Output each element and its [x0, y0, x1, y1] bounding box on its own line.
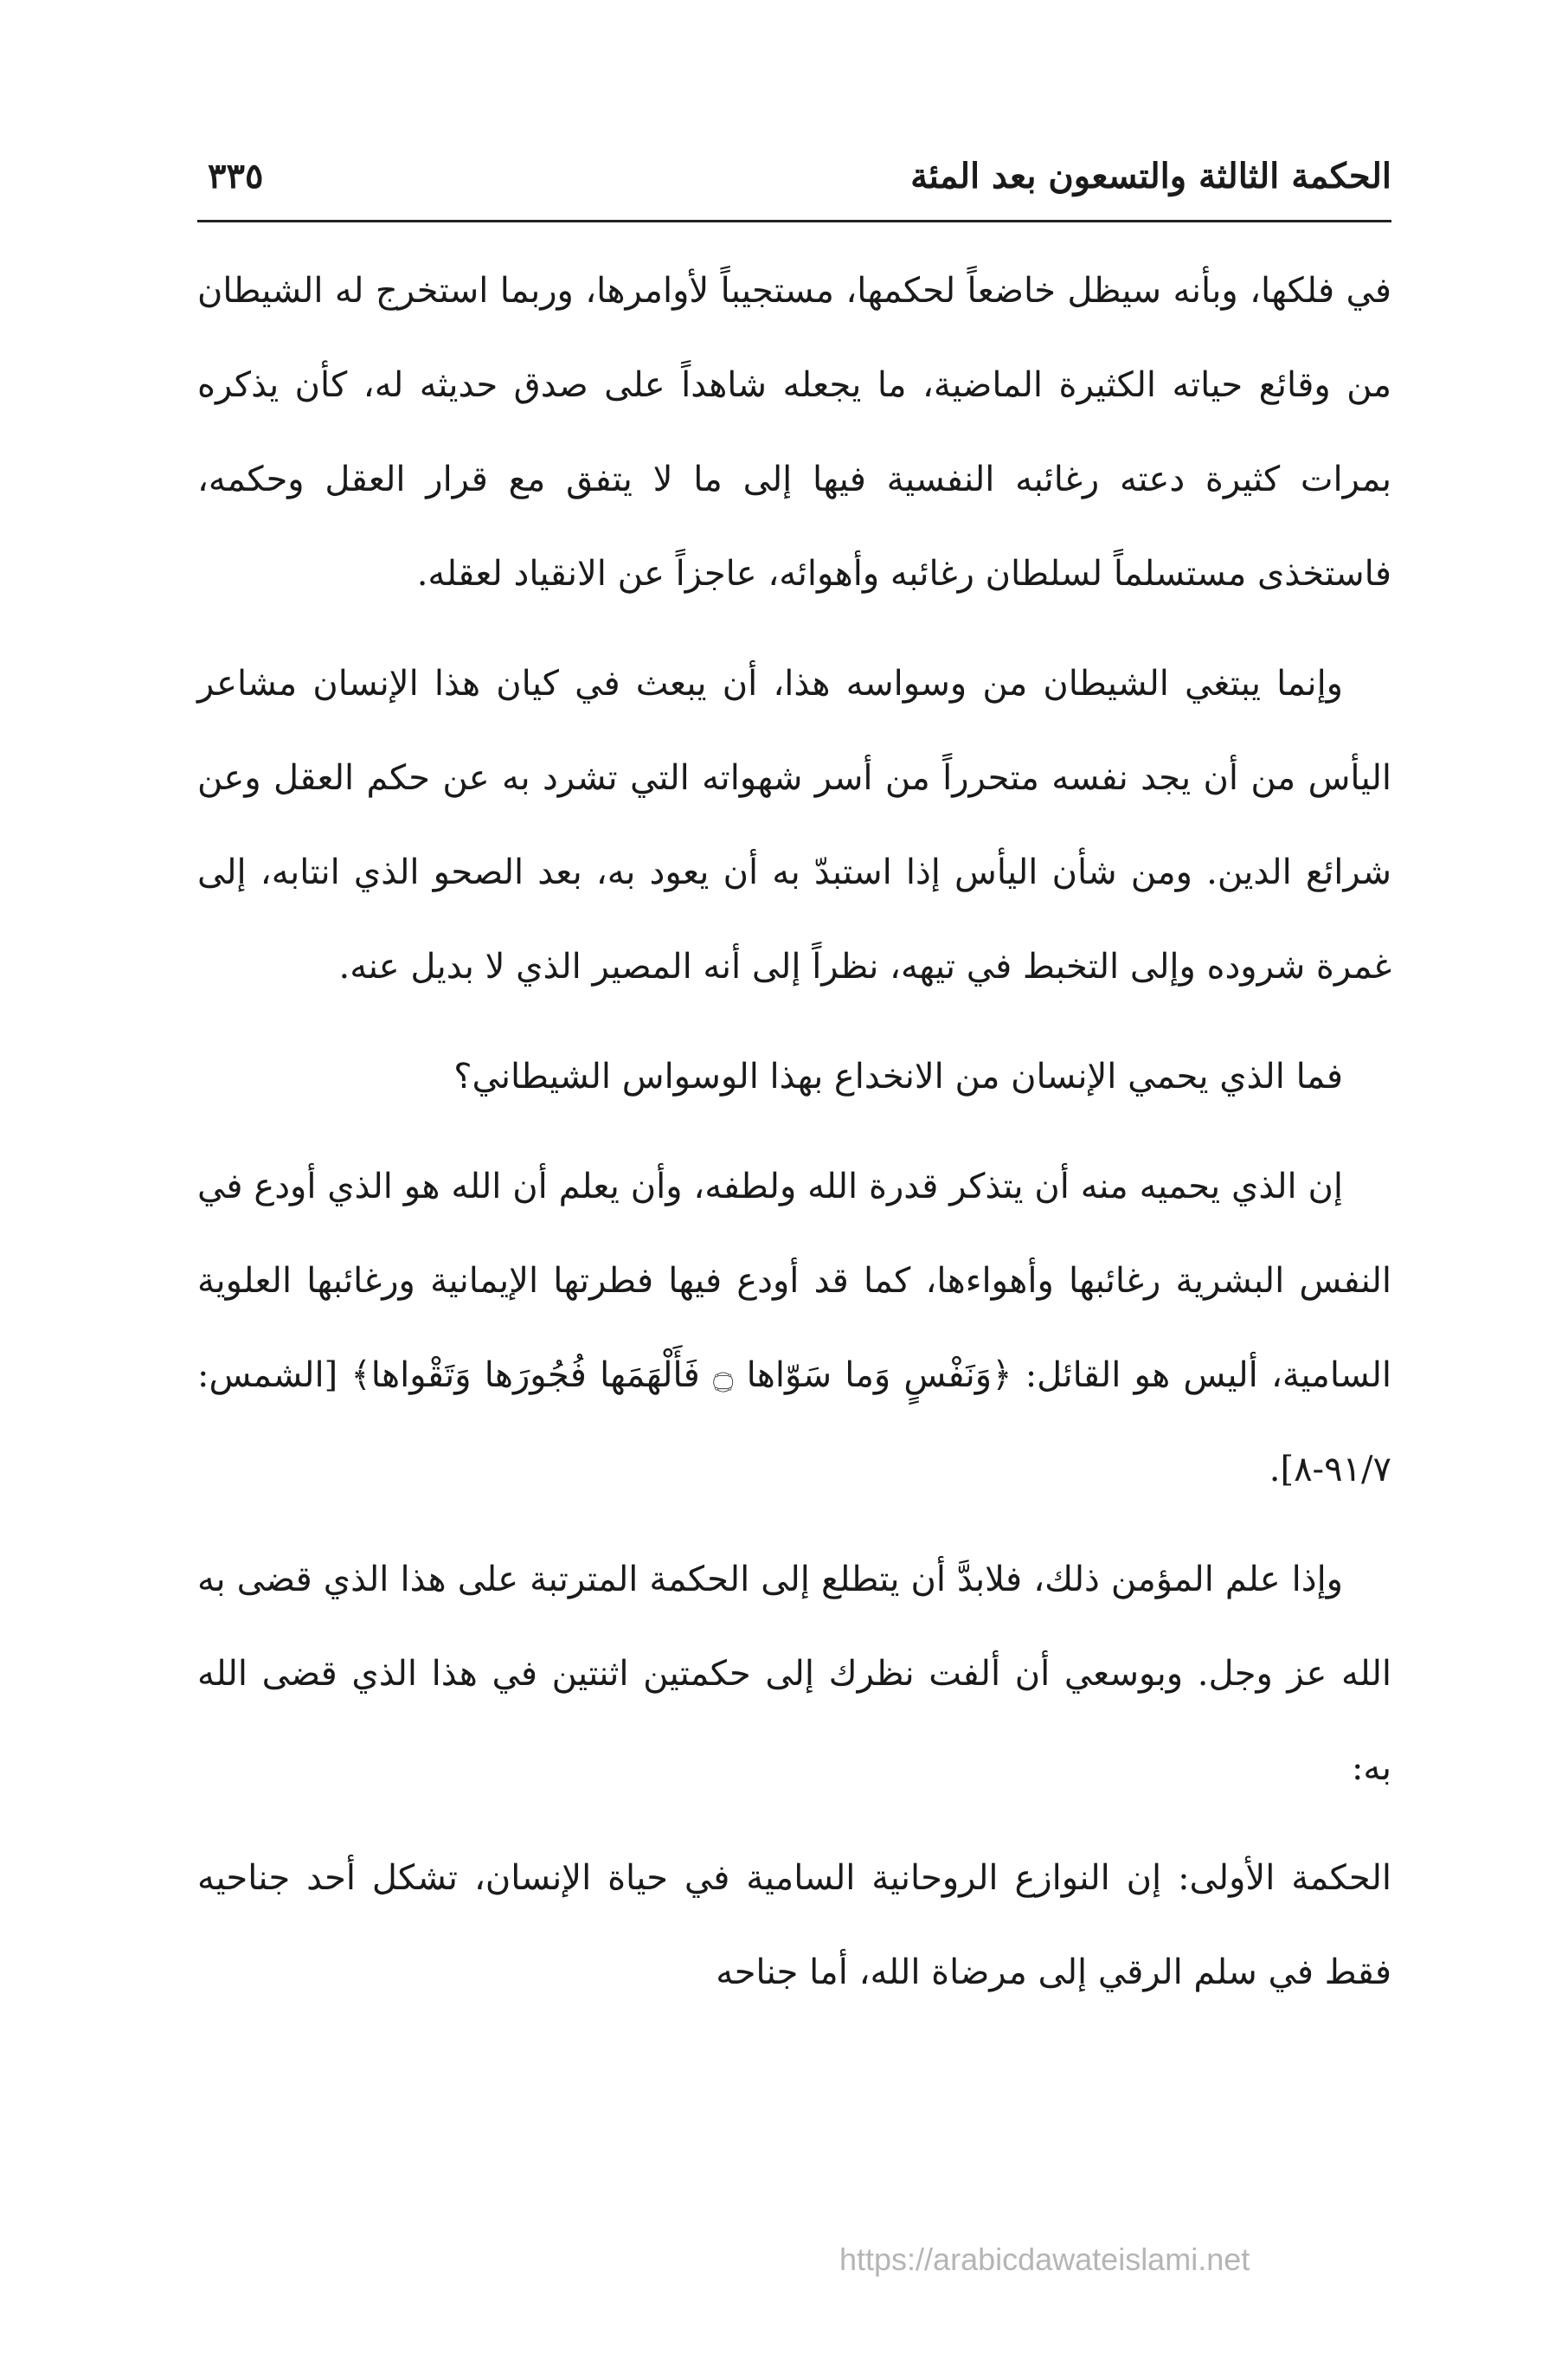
- running-header: [197, 147, 1391, 216]
- header-divider: [197, 220, 1391, 222]
- paragraph-continuation: في فلكها، وبأنه سيظل خاضعاً لحكمها، مستجيباً لأوامرها، وربما استخرج له الشيطان من وقائع حياته الكثيرة الماضية، ما يجعله شاهداً على صدق حديثه له، كأن يذكره بمرات كثيرة دعته رغائبه النفسية فيها إلى ما لا يتفق مع قرار العقل وحكمه، فاستخذى مستسلماً لسلطان رغائبه وأهوائه، عاجزاً عن الانقياد لعقله.: [197, 271, 1391, 594]
- paragraph: وإذا علم المؤمن ذلك، فلابدَّ أن يتطلع إلى الحكمة المترتبة على هذا الذي قضى به الله عز وجل. وبوسعي أن ألفت نظرك إلى حكمتين اثنتين في هذا الذي قضى الله به:: [197, 1560, 1391, 1788]
- chapter-title: الحكمة الثالثة والتسعون بعد المئة: [910, 156, 1391, 196]
- paragraph-first-wisdom: الحكمة الأولى: إن النوازع الروحانية السامية في حياة الإنسان، تشكل أحد جناحيه فقط في سلم الرقي إلى مرضاة الله، أما جناحه: [197, 1858, 1391, 1992]
- paragraph: وإنما يبتغي الشيطان من وسواسه هذا، أن يبعث في كيان هذا الإنسان مشاعر اليأس من أن يجد نفسه متحرراً من أسر شهواته التي تشرد به عن حكم العقل وعن شرائع الدين. ومن شأن اليأس إذا استبدّ به أن يعود به، بعد الصحو الذي انتابه، إلى غمرة شروده وإلى التخبط في تيهه، نظراً إلى أنه المصير الذي لا بديل عنه.: [197, 664, 1391, 987]
- paragraph-quran-quote: إن الذي يحميه منه أن يتذكر قدرة الله ولطفه، وأن يعلم أن الله هو الذي أودع في النفس البشرية رغائبها وأهواءها، كما قد أودع فيها فطرتها الإيمانية ورغائبها العلوية السامية، أليس هو القائل: ﴿وَنَفْسٍ وَما سَوّاها ۝ فَأَلْهَمَها فُجُورَها وَتَقْواها﴾ [الشمس: ٩١/٧-٨].: [197, 1167, 1391, 1489]
- watermark-url: https://arabicdawateislami.net: [839, 2242, 1250, 2277]
- paragraph-question: فما الذي يحمي الإنسان من الانخداع بهذا الوسواس الشيطاني؟: [453, 1057, 1343, 1097]
- page-number: ٣٣٥: [208, 156, 264, 196]
- body-text: [197, 244, 1391, 2036]
